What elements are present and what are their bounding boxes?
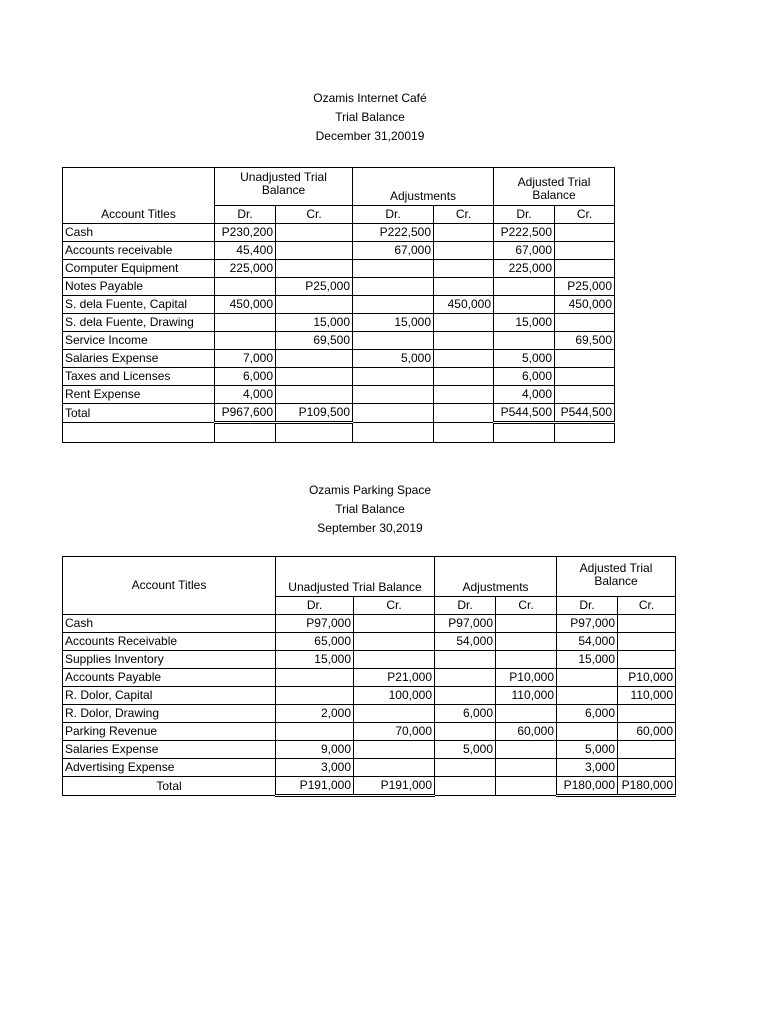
amount-cell: [435, 669, 496, 687]
amount-cell: [555, 350, 615, 368]
amount-cell: 6,000: [494, 368, 555, 386]
table-row: [63, 759, 676, 777]
heading-parking-space: [0, 481, 740, 538]
amount-cell: [555, 242, 615, 260]
amount-cell: [435, 651, 496, 669]
amount-cell: 9,000: [276, 741, 354, 759]
header-dr: Dr.: [215, 206, 276, 224]
amount-cell: [276, 723, 354, 741]
amount-cell: [434, 404, 494, 423]
amount-cell: [354, 651, 435, 669]
amount-cell: [496, 633, 557, 651]
amount-cell: P10,000: [496, 669, 557, 687]
account-title-cell: Computer Equipment: [63, 260, 215, 278]
amount-cell: P544,500: [555, 404, 615, 423]
amount-cell: [496, 777, 557, 796]
account-title-cell: S. dela Fuente, Capital: [63, 296, 215, 314]
header-cr: Cr.: [276, 206, 353, 224]
header-account-titles: Account Titles: [63, 557, 276, 615]
header-dr: Dr.: [557, 597, 618, 615]
amount-cell: 3,000: [276, 759, 354, 777]
amount-cell: [434, 260, 494, 278]
amount-cell: [618, 741, 676, 759]
table-row: [63, 332, 615, 350]
amount-cell: 60,000: [496, 723, 557, 741]
account-title-cell: Supplies Inventory: [63, 651, 276, 669]
account-title-cell: Accounts Receivable: [63, 633, 276, 651]
amount-cell: [353, 260, 434, 278]
amount-cell: [353, 332, 434, 350]
amount-cell: 7,000: [215, 350, 276, 368]
amount-cell: 4,000: [215, 386, 276, 404]
amount-cell: [555, 368, 615, 386]
report-date: September 30,2019: [317, 521, 423, 535]
header-cr: Cr.: [496, 597, 557, 615]
amount-cell: 225,000: [494, 260, 555, 278]
table-row: [63, 705, 676, 723]
amount-cell: [434, 332, 494, 350]
header-cr: Cr.: [434, 206, 494, 224]
amount-cell: [276, 224, 353, 242]
amount-cell: [434, 224, 494, 242]
amount-cell: P21,000: [354, 669, 435, 687]
amount-cell: 54,000: [557, 633, 618, 651]
table-body: [63, 615, 676, 796]
account-title-cell: Service Income: [63, 332, 215, 350]
account-title-cell: Parking Revenue: [63, 723, 276, 741]
amount-cell: [618, 633, 676, 651]
table-cell: [434, 423, 494, 443]
header-cr: Cr.: [618, 597, 676, 615]
amount-cell: 2,000: [276, 705, 354, 723]
header-dr: Dr.: [353, 206, 434, 224]
amount-cell: [354, 615, 435, 633]
amount-cell: P544,500: [494, 404, 555, 423]
amount-cell: 100,000: [354, 687, 435, 705]
amount-cell: [434, 278, 494, 296]
amount-cell: [276, 669, 354, 687]
header-dr: Dr.: [435, 597, 496, 615]
amount-cell: P97,000: [557, 615, 618, 633]
table-row: [63, 669, 676, 687]
amount-cell: [434, 242, 494, 260]
amount-cell: [435, 777, 496, 796]
table-row: [63, 350, 615, 368]
amount-cell: [435, 723, 496, 741]
amount-cell: [353, 386, 434, 404]
amount-cell: [557, 669, 618, 687]
amount-cell: [555, 224, 615, 242]
trial-balance-table-internet-cafe: [62, 167, 615, 443]
amount-cell: P10,000: [618, 669, 676, 687]
table-row: [63, 633, 676, 651]
amount-cell: 15,000: [353, 314, 434, 332]
amount-cell: 15,000: [276, 314, 353, 332]
amount-cell: [276, 242, 353, 260]
account-title-cell: S. dela Fuente, Drawing: [63, 314, 215, 332]
table-row: [63, 242, 615, 260]
amount-cell: P97,000: [276, 615, 354, 633]
account-title-cell: Total: [63, 404, 215, 423]
amount-cell: 15,000: [276, 651, 354, 669]
table-row: [63, 224, 615, 242]
report-date: December 31,20019: [315, 129, 425, 143]
amount-cell: 15,000: [494, 314, 555, 332]
amount-cell: 67,000: [494, 242, 555, 260]
amount-cell: 67,000: [353, 242, 434, 260]
amount-cell: [557, 687, 618, 705]
amount-cell: [555, 314, 615, 332]
table-row: [63, 314, 615, 332]
table-row: [63, 386, 615, 404]
amount-cell: P25,000: [555, 278, 615, 296]
table-cell: [276, 423, 353, 443]
amount-cell: P97,000: [435, 615, 496, 633]
amount-cell: [496, 705, 557, 723]
amount-cell: [496, 741, 557, 759]
amount-cell: [353, 404, 434, 423]
trial-balance-table-parking-space: [62, 556, 676, 797]
company-name: Ozamis Parking Space: [308, 483, 432, 497]
amount-cell: [353, 296, 434, 314]
amount-cell: P180,000: [618, 777, 676, 796]
amount-cell: [215, 278, 276, 296]
amount-cell: [354, 741, 435, 759]
header-adjusted: Adjusted Trial Balance: [494, 168, 615, 206]
amount-cell: P191,000: [354, 777, 435, 796]
amount-cell: [434, 368, 494, 386]
amount-cell: 54,000: [435, 633, 496, 651]
amount-cell: P222,500: [494, 224, 555, 242]
amount-cell: [353, 278, 434, 296]
amount-cell: [435, 759, 496, 777]
amount-cell: 110,000: [496, 687, 557, 705]
table-row: [63, 278, 615, 296]
table-row: [63, 723, 676, 741]
header-adjusted: Adjusted Trial Balance: [557, 557, 676, 597]
amount-cell: [434, 386, 494, 404]
amount-cell: 3,000: [557, 759, 618, 777]
amount-cell: 45,400: [215, 242, 276, 260]
header-unadjusted: Unadjusted Trial Balance: [276, 557, 435, 597]
table-row: [63, 296, 615, 314]
amount-cell: [618, 615, 676, 633]
amount-cell: [276, 386, 353, 404]
account-title-cell: Notes Payable: [63, 278, 215, 296]
amount-cell: 5,000: [494, 350, 555, 368]
account-title-cell: Rent Expense: [63, 386, 215, 404]
company-name: Ozamis Internet Café: [313, 91, 427, 105]
account-title-cell: Cash: [63, 224, 215, 242]
account-title-cell: Accounts Payable: [63, 669, 276, 687]
amount-cell: 450,000: [215, 296, 276, 314]
table-cell: [353, 423, 434, 443]
amount-cell: 6,000: [435, 705, 496, 723]
amount-cell: [557, 723, 618, 741]
account-title-cell: Cash: [63, 615, 276, 633]
amount-cell: [494, 278, 555, 296]
account-title-cell: R. Dolor, Capital: [63, 687, 276, 705]
amount-cell: 69,500: [555, 332, 615, 350]
amount-cell: 5,000: [435, 741, 496, 759]
account-title-cell: Salaries Expense: [63, 350, 215, 368]
amount-cell: [434, 314, 494, 332]
header-adjustments: Adjustments: [353, 168, 494, 206]
amount-cell: [434, 350, 494, 368]
amount-cell: 69,500: [276, 332, 353, 350]
amount-cell: [276, 296, 353, 314]
report-title: Trial Balance: [335, 502, 405, 516]
amount-cell: [618, 705, 676, 723]
amount-cell: 225,000: [215, 260, 276, 278]
header-cr: Cr.: [354, 597, 435, 615]
amount-cell: [496, 759, 557, 777]
table-cell: [555, 423, 615, 443]
amount-cell: 5,000: [353, 350, 434, 368]
amount-cell: 450,000: [434, 296, 494, 314]
table-cell: [215, 423, 276, 443]
header-account-titles: Account Titles: [63, 206, 215, 224]
table-row: [63, 777, 676, 796]
amount-cell: [496, 615, 557, 633]
amount-cell: P180,000: [557, 777, 618, 796]
account-title-cell: Total: [63, 777, 276, 796]
amount-cell: [496, 651, 557, 669]
amount-cell: [215, 332, 276, 350]
amount-cell: [555, 260, 615, 278]
amount-cell: [276, 350, 353, 368]
header-cr: Cr.: [555, 206, 615, 224]
header-dr: Dr.: [276, 597, 354, 615]
account-title-cell: Taxes and Licenses: [63, 368, 215, 386]
header-dr: Dr.: [494, 206, 555, 224]
amount-cell: 15,000: [557, 651, 618, 669]
table-row: [63, 404, 615, 423]
amount-cell: P230,200: [215, 224, 276, 242]
amount-cell: [354, 633, 435, 651]
amount-cell: [276, 260, 353, 278]
amount-cell: [435, 687, 496, 705]
amount-cell: [618, 651, 676, 669]
account-title-cell: Advertising Expense: [63, 759, 276, 777]
account-title-cell: Accounts receivable: [63, 242, 215, 260]
amount-cell: 4,000: [494, 386, 555, 404]
amount-cell: [494, 332, 555, 350]
amount-cell: [354, 705, 435, 723]
amount-cell: [215, 314, 276, 332]
amount-cell: P109,500: [276, 404, 353, 423]
amount-cell: [276, 687, 354, 705]
amount-cell: 60,000: [618, 723, 676, 741]
amount-cell: [354, 759, 435, 777]
amount-cell: [276, 368, 353, 386]
header-adjustments: Adjustments: [435, 557, 557, 597]
amount-cell: [353, 368, 434, 386]
account-title-cell: Salaries Expense: [63, 741, 276, 759]
table-row: [63, 615, 676, 633]
amount-cell: 110,000: [618, 687, 676, 705]
amount-cell: P222,500: [353, 224, 434, 242]
table-row: [63, 368, 615, 386]
table-row: [63, 741, 676, 759]
table-row: [63, 260, 615, 278]
amount-cell: 5,000: [557, 741, 618, 759]
amount-cell: [555, 386, 615, 404]
table-cell: [63, 423, 215, 443]
amount-cell: P25,000: [276, 278, 353, 296]
header-blank: [63, 168, 215, 206]
amount-cell: 450,000: [555, 296, 615, 314]
table-row-empty: [63, 423, 615, 443]
amount-cell: [494, 296, 555, 314]
heading-internet-cafe: [0, 89, 740, 146]
table-cell: [494, 423, 555, 443]
amount-cell: P967,600: [215, 404, 276, 423]
amount-cell: 70,000: [354, 723, 435, 741]
amount-cell: [618, 759, 676, 777]
report-title: Trial Balance: [335, 110, 405, 124]
table-row: [63, 687, 676, 705]
amount-cell: 6,000: [215, 368, 276, 386]
header-unadjusted: Unadjusted Trial Balance: [215, 168, 353, 206]
amount-cell: 65,000: [276, 633, 354, 651]
amount-cell: 6,000: [557, 705, 618, 723]
amount-cell: P191,000: [276, 777, 354, 796]
table-row: [63, 651, 676, 669]
table-body: [63, 224, 615, 423]
account-title-cell: R. Dolor, Drawing: [63, 705, 276, 723]
